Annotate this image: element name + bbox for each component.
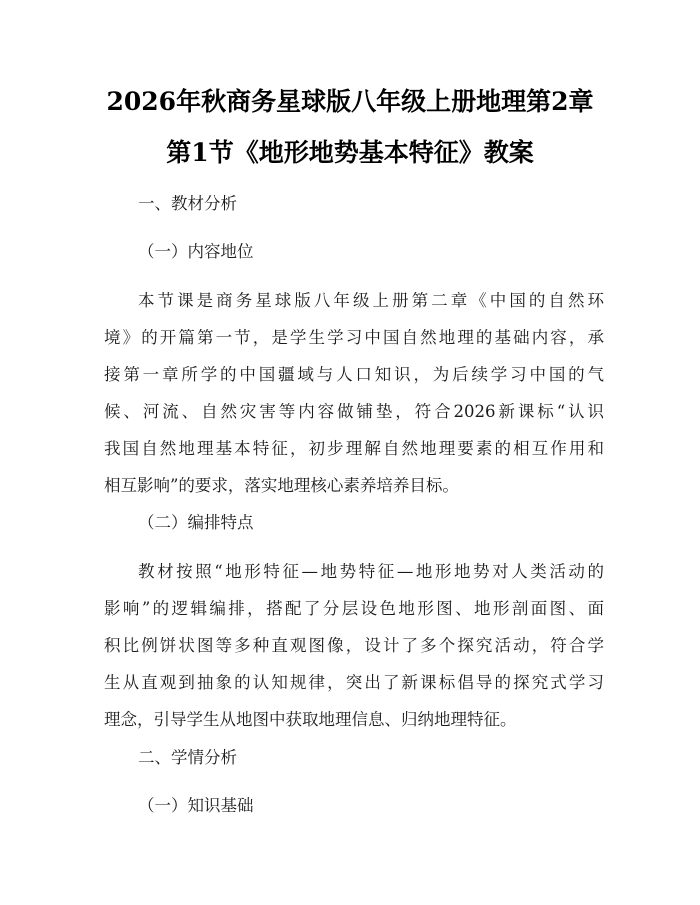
subsection-heading-layout-features: （二）编排特点 [138, 513, 254, 532]
paragraph-line: 境》的开篇第一节，是学生学习中国自然地理的基础内容，承 [104, 328, 604, 347]
paragraph-line: 接第一章所学的中国疆域与人口知识，为后续学习中国的气 [104, 365, 604, 384]
paragraph-line: 我国自然地理基本特征，初步理解自然地理要素的相互作用和 [104, 439, 604, 458]
section-heading-learner-analysis: 二、学情分析 [138, 748, 237, 767]
paragraph-line: 相互影响”的要求，落实地理核心素养培养目标。 [104, 476, 459, 495]
paragraph-content-position [104, 290, 604, 512]
paragraph-layout-features [104, 561, 604, 746]
paragraph-line: 理念，引导学生从地图中获取地理信息、归纳地理特征。 [104, 710, 517, 729]
subsection-heading-knowledge-base: （一）知识基础 [138, 796, 254, 815]
paragraph-line: 候、河流、自然灾害等内容做铺垫，符合2026新课标“认识 [104, 402, 604, 421]
subsection-heading-content-position: （一）内容地位 [138, 242, 254, 261]
paragraph-line: 影响”的逻辑编排，搭配了分层设色地形图、地形剖面图、面 [104, 599, 604, 618]
paragraph-line: 积比例饼状图等多种直观图像，设计了多个探究活动，符合学 [104, 636, 604, 655]
document-title-line-2: 第1节《地形地势基本特征》教案 [166, 138, 534, 167]
paragraph-line: 本节课是商务星球版八年级上册第二章《中国的自然环 [138, 291, 604, 310]
paragraph-line: 教材按照“地形特征—地势特征—地形地势对人类活动的 [138, 562, 604, 581]
section-heading-textbook-analysis: 一、教材分析 [138, 194, 237, 213]
paragraph-line: 生从直观到抽象的认知规律，突出了新课标倡导的探究式学习 [104, 673, 604, 692]
document-title-line-1: 2026年秋商务星球版八年级上册地理第2章 [106, 87, 594, 116]
